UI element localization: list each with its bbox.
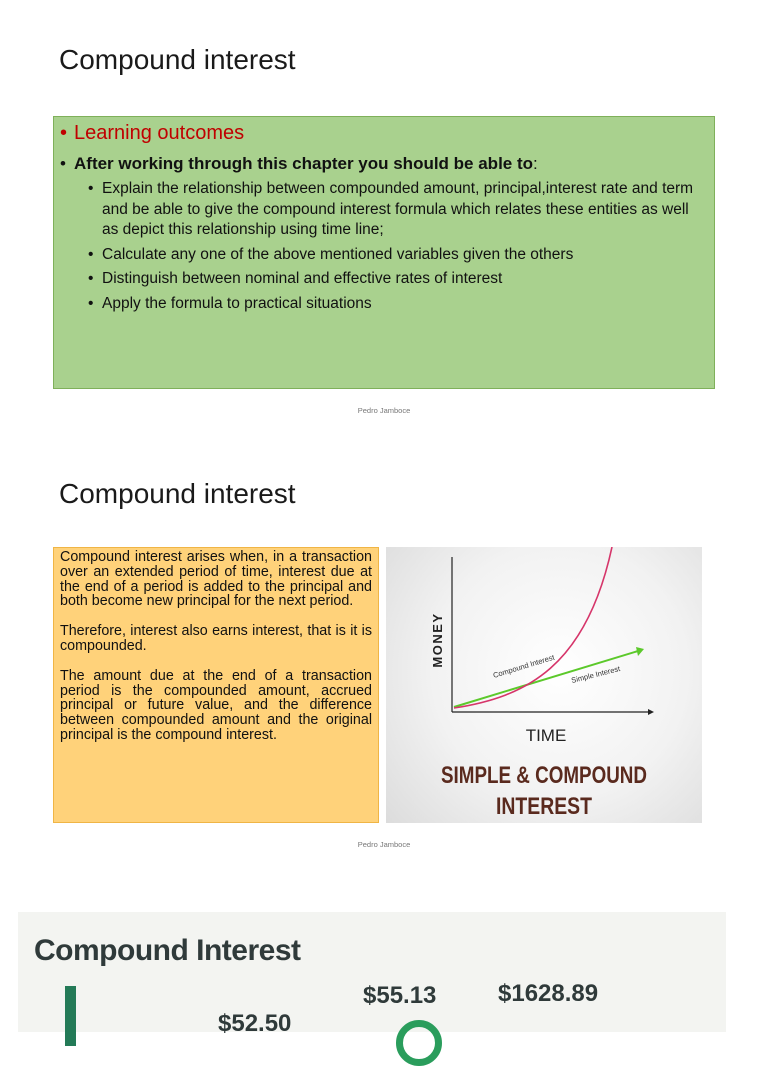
outcome-item: • Explain the relationship between compounded amount, principal,interest rate and term and be able to give the compound interest formula which relates these entities as well as depict this relationship using time line; <box>88 179 706 241</box>
slide2-title: Compound interest <box>59 478 296 509</box>
green-ring-icon <box>396 1020 442 1066</box>
value-label: $52.50 <box>218 1010 292 1037</box>
slide2-footer: Pedro Jamboce <box>357 840 411 849</box>
outcomes-list <box>60 179 706 314</box>
simple-line-label: Simple Interest <box>570 664 622 685</box>
value-label: $1628.89 <box>498 980 599 1007</box>
definition-paragraph: Therefore, interest also earns interest, that is it is compounded. <box>60 623 372 654</box>
y-axis-label: MONEY <box>430 612 445 668</box>
definition-paragraph: Compound interest arises when, in a transaction over an extended period of time, interest due at the end of a period is added to the principal and both become new principal for the next period. <box>60 549 372 610</box>
outcome-item: • Distinguish between nominal and effective rates of interest <box>88 269 706 290</box>
outcome-item: • Apply the formula to practical situations <box>88 294 706 315</box>
x-axis-arrow-icon <box>648 709 654 715</box>
heading-text: Learning outcomes <box>74 122 245 144</box>
compound-interest-graphic <box>18 912 726 1037</box>
subheading-colon: : <box>533 154 538 173</box>
green-bar <box>65 986 76 1046</box>
value-label: $55.13 <box>363 982 437 1009</box>
outcome-item: • Calculate any one of the above mentioned variables given the others <box>88 245 706 266</box>
subheading-bold-text: After working through this chapter you should be able to <box>74 154 534 173</box>
slide1-footer: Pedro Jamboce <box>357 406 411 415</box>
slide1-title: Compound interest <box>59 44 296 75</box>
bullet-icon: • <box>60 154 66 173</box>
learning-outcomes-heading <box>60 119 706 147</box>
simple-compound-interest-image <box>386 547 702 823</box>
definition-paragraph: The amount due at the end of a transaction period is the compounded amount, accrued principal or future value, and the difference between compounded amount and the original principal is the compound interest. <box>60 667 372 743</box>
slide3-title: Compound Interest <box>34 934 301 967</box>
simple-arrow-icon <box>636 647 644 656</box>
definition-box <box>53 547 379 823</box>
interest-graph-illustration <box>386 547 702 823</box>
caption-line-2: INTEREST <box>496 793 593 820</box>
bullet-icon: • <box>60 122 68 144</box>
compound-curve-label: Compound Interest <box>491 652 556 680</box>
caption-line-1: SIMPLE & COMPOUND <box>441 762 647 789</box>
x-axis-label: TIME <box>525 726 567 745</box>
learning-outcomes-box <box>53 116 715 389</box>
learning-outcomes-subheading <box>60 151 706 177</box>
